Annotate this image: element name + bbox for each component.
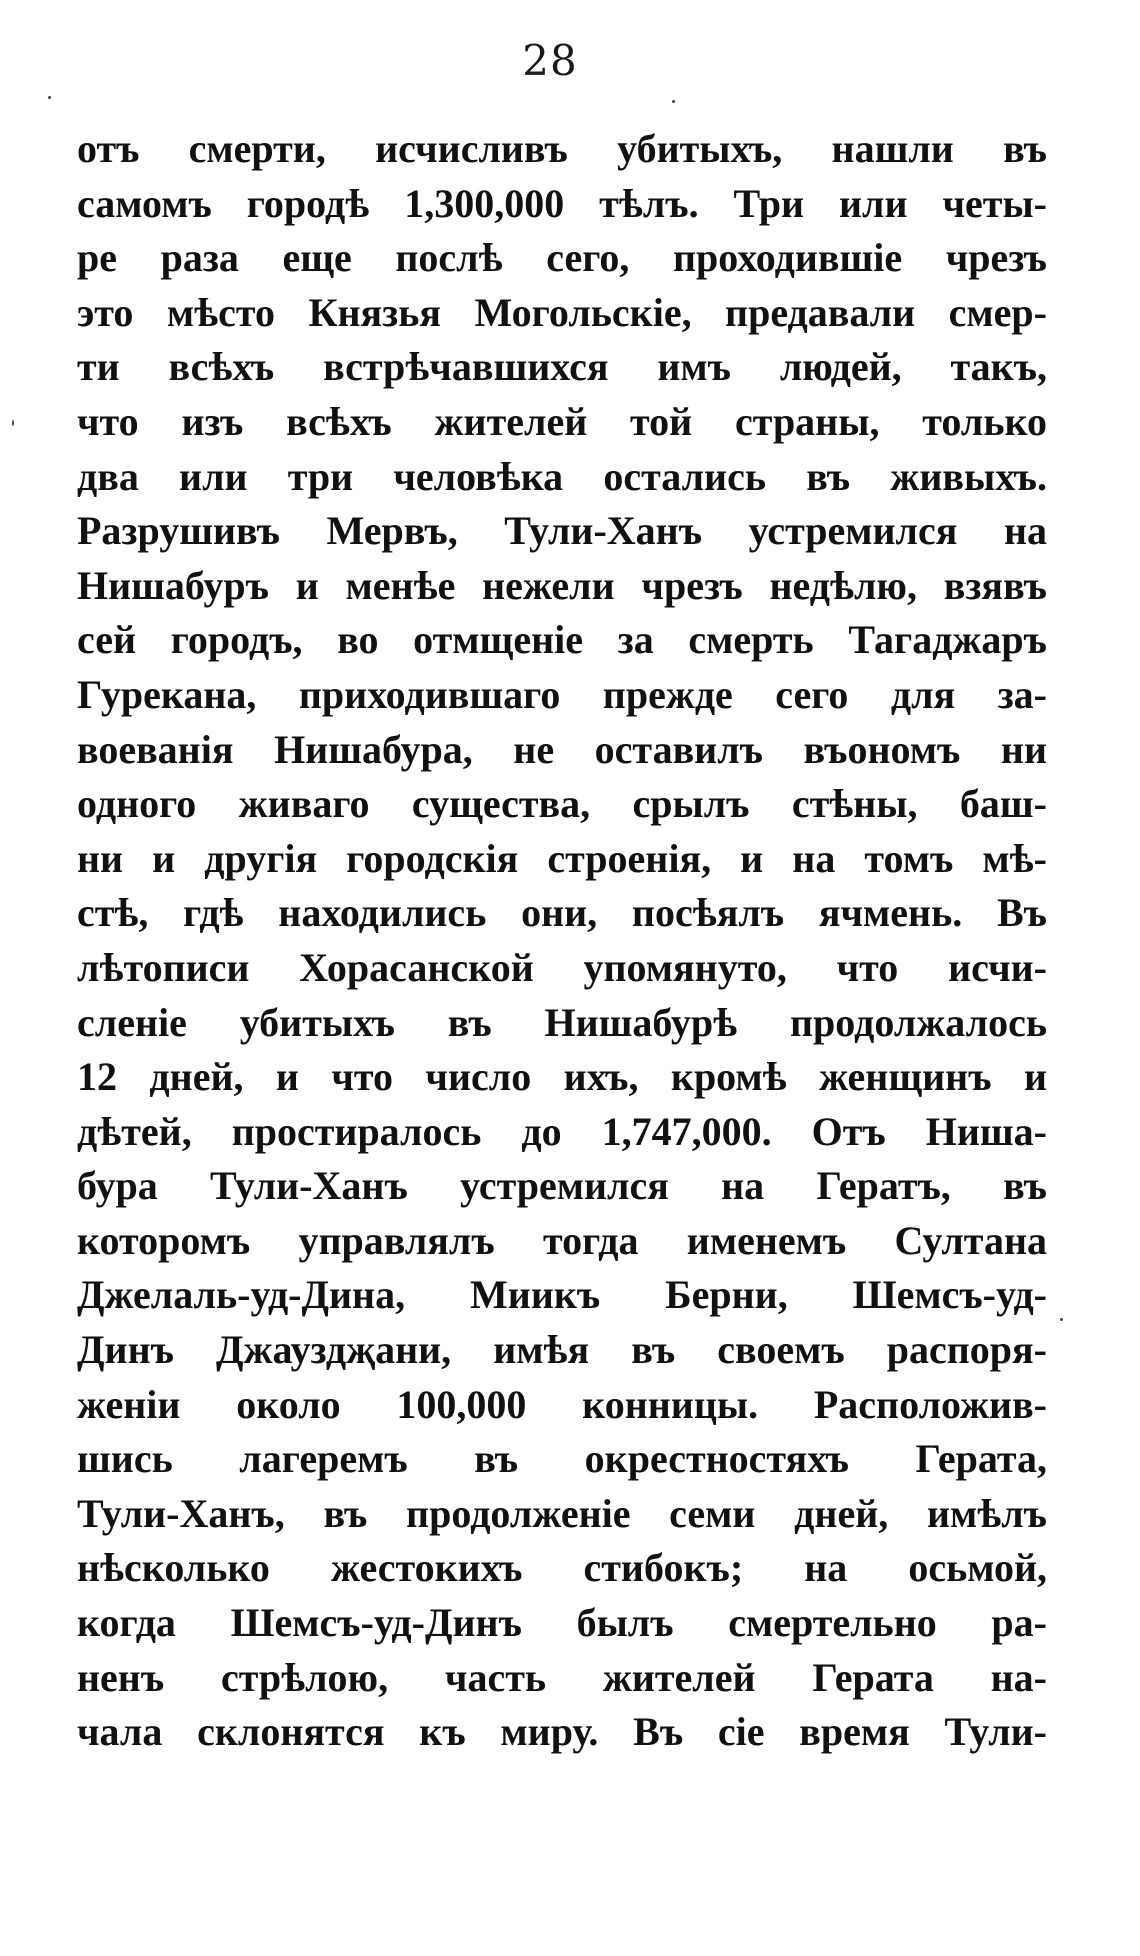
text-line: ти всѣхъ встрѣчавшихся имъ людей, такъ,	[77, 344, 1047, 390]
text-line: ненъ стрѣлою, часть жителей Герата на-	[77, 1654, 1047, 1700]
text-line: Джелаль-уд-Дина, Миикъ Берни, Шемсъ-уд-	[77, 1272, 1047, 1318]
text-line: бура Тули-Ханъ устремился на Гератъ, въ	[77, 1163, 1047, 1209]
text-line: дѣтей, простиралось до 1,747,000. Отъ Ниша-	[77, 1108, 1047, 1154]
text-line: лѣтописи Хорасанской упомянуто, что исчи-	[77, 944, 1047, 990]
text-line: 12 дней, и что число ихъ, кромѣ женщинъ и	[77, 1054, 1047, 1100]
text-line: два или три человѣка остались въ живыхъ.	[77, 453, 1047, 499]
text-line: Нишабуръ и менѣе нежели чрезъ недѣлю, взявъ	[77, 562, 1047, 608]
text-line: это мѣсто Князья Могольскіе, предавали смер-	[77, 289, 1047, 335]
text-line: нѣсколько жестокихъ стибокъ; на осьмой,	[77, 1545, 1047, 1591]
text-line: Разрушивъ Мервъ, Тули-Ханъ устремился на	[77, 508, 1047, 554]
text-line: воеванія Нишабура, не оставилъ въономъ ни	[77, 726, 1047, 772]
text-line: ни и другія городскія строенія, и на томъ мѣ-	[77, 835, 1047, 881]
text-line: Гурекана, приходившаго прежде сего для за-	[77, 671, 1047, 717]
ink-speck	[672, 100, 675, 103]
text-line: Тули-Ханъ, въ продолженіе семи дней, имѣлъ	[77, 1490, 1047, 1536]
text-line: ре раза еще послѣ сего, проходившіе чрезъ	[77, 235, 1047, 281]
text-line: стѣ, гдѣ находились они, посѣялъ ячмень. Въ	[77, 890, 1047, 936]
text-line: сленіе убитыхъ въ Нишабурѣ продолжалось	[77, 999, 1047, 1045]
text-line: чала склонятся къ миру. Въ сіе время Тули-	[77, 1709, 1047, 1755]
text-line: отъ смерти, исчисливъ убитыхъ, нашли въ	[77, 126, 1047, 171]
text-line: что изъ всѣхъ жителей той страны, только	[77, 398, 1047, 444]
text-line: сей городъ, во отмщеніе за смерть Тагаджаръ	[77, 617, 1047, 663]
text-line: которомъ управлялъ тогда именемъ Султана	[77, 1217, 1047, 1263]
text-line: женіи около 100,000 конницы. Расположив-	[77, 1381, 1047, 1427]
text-line: одного живаго существа, срылъ стѣны, баш-	[77, 781, 1047, 827]
ink-speck	[12, 420, 14, 426]
ink-speck	[1060, 1318, 1063, 1321]
page-number: 28	[522, 36, 578, 85]
text-line: шись лагеремъ въ окрестностяхъ Герата,	[77, 1436, 1047, 1482]
body-text	[77, 122, 1047, 1760]
text-line: Динъ Джауздҗани, имѣя въ своемъ распоря-	[77, 1327, 1047, 1373]
text-line: когда Шемсъ-уд-Динъ былъ смертельно ра-	[77, 1600, 1047, 1646]
ink-speck	[48, 96, 51, 99]
text-line: самомъ городѣ 1,300,000 тѣлъ. Три или четы-	[77, 180, 1047, 226]
